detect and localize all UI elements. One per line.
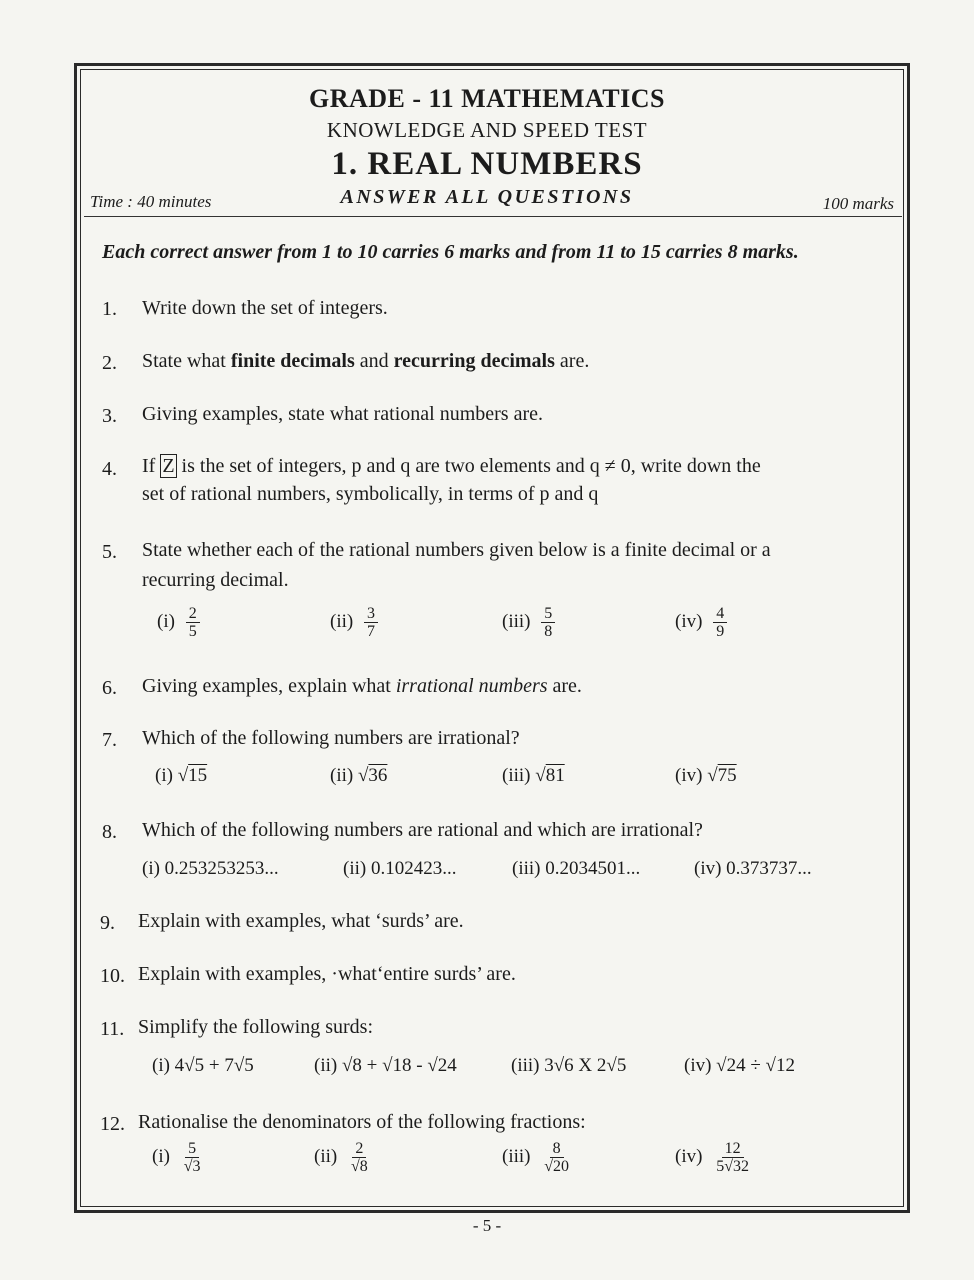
q8-option: (iv) 0.373737... [694, 858, 812, 879]
q11-option: (i) 4√5 + 7√5 [152, 1055, 254, 1076]
q7-option: (i) √15 [155, 765, 208, 786]
q12-text: Rationalise the denominators of the following fractions: [138, 1111, 586, 1133]
q8-text: Which of the following numbers are rational and which are irrational? [142, 819, 703, 841]
q5-option: (ii) $\frac{3}{7}$ [330, 605, 378, 640]
q5-number: 5. [102, 541, 117, 563]
q12-option: (iv) $\frac{12}{5√32}$ [675, 1140, 749, 1175]
q5-line2: recurring decimal. [142, 569, 289, 591]
q4-line1: If Z is the set of integers, p and q are two elements and q ≠ 0, write down the [142, 455, 761, 477]
q1-text: Write down the set of integers. [142, 297, 388, 319]
q6-number: 6. [102, 677, 117, 699]
q2-number: 2. [102, 352, 117, 374]
q7-option: (iii) √81 [502, 765, 565, 786]
q11-option: (iv) √24 ÷ √12 [684, 1055, 795, 1076]
q7-number: 7. [102, 729, 117, 751]
page-number: - 5 - [472, 1216, 502, 1235]
q11-option: (iii) 3√6 X 2√5 [511, 1055, 627, 1076]
q4-number: 4. [102, 458, 117, 480]
marking-instruction: Each correct answer from 1 to 10 carries 6 marks and from 11 to 15 carries 8 marks. [102, 241, 799, 263]
q5-option: (iii) $\frac{5}{8}$ [502, 605, 555, 640]
q11-option: (ii) √8 + √18 - √24 [314, 1055, 457, 1076]
q7-option: (ii) √36 [330, 765, 388, 786]
q7-option: (iv) √75 [675, 765, 737, 786]
total-marks: 100 marks [822, 194, 894, 213]
q8-option: (ii) 0.102423... [343, 858, 457, 879]
time-allowed: Time : 40 minutes [90, 192, 212, 211]
q10-number: 10. [100, 965, 125, 987]
header-divider [84, 216, 902, 217]
q9-number: 9. [100, 912, 115, 934]
q7-text: Which of the following numbers are irrational? [142, 727, 520, 749]
chapter-title: 1. REAL NUMBERS [331, 146, 643, 182]
q11-number: 11. [100, 1018, 125, 1040]
q10-text: Explain with examples, ·what‘entire surds’ are. [138, 963, 516, 985]
q4-line2: set of rational numbers, symbolically, in terms of p and q [142, 483, 599, 505]
q12-option: (i) $\frac{5}{√3}$ [152, 1140, 201, 1175]
q5-option: (i) $\frac{2}{5}$ [157, 605, 200, 640]
q8-option: (i) 0.253253253... [142, 858, 279, 879]
q12-option: (iii) $\frac{8}{√20}$ [502, 1140, 570, 1175]
q3-number: 3. [102, 405, 117, 427]
q12-option: (ii) $\frac{2}{√8}$ [314, 1140, 368, 1175]
q11-text: Simplify the following surds: [138, 1016, 373, 1038]
q12-number: 12. [100, 1113, 125, 1135]
answer-all-heading: ANSWER ALL QUESTIONS [340, 186, 634, 208]
q5-line1: State whether each of the rational numbers given below is a finite decimal or a [142, 539, 771, 561]
q2-text: State what finite decimals and recurring decimals are. [142, 350, 590, 372]
q3-text: Giving examples, state what rational numbers are. [142, 403, 543, 425]
q6-text: Giving examples, explain what irrational numbers are. [142, 675, 582, 697]
q5-option: (iv) $\frac{4}{9}$ [675, 605, 727, 640]
q8-option: (iii) 0.2034501... [512, 858, 641, 879]
test-title: KNOWLEDGE AND SPEED TEST [326, 118, 648, 142]
q1-number: 1. [102, 298, 117, 320]
q9-text: Explain with examples, what ‘surds’ are. [138, 910, 464, 932]
q8-number: 8. [102, 821, 117, 843]
grade-title: GRADE - 11 MATHEMATICS [309, 84, 665, 113]
